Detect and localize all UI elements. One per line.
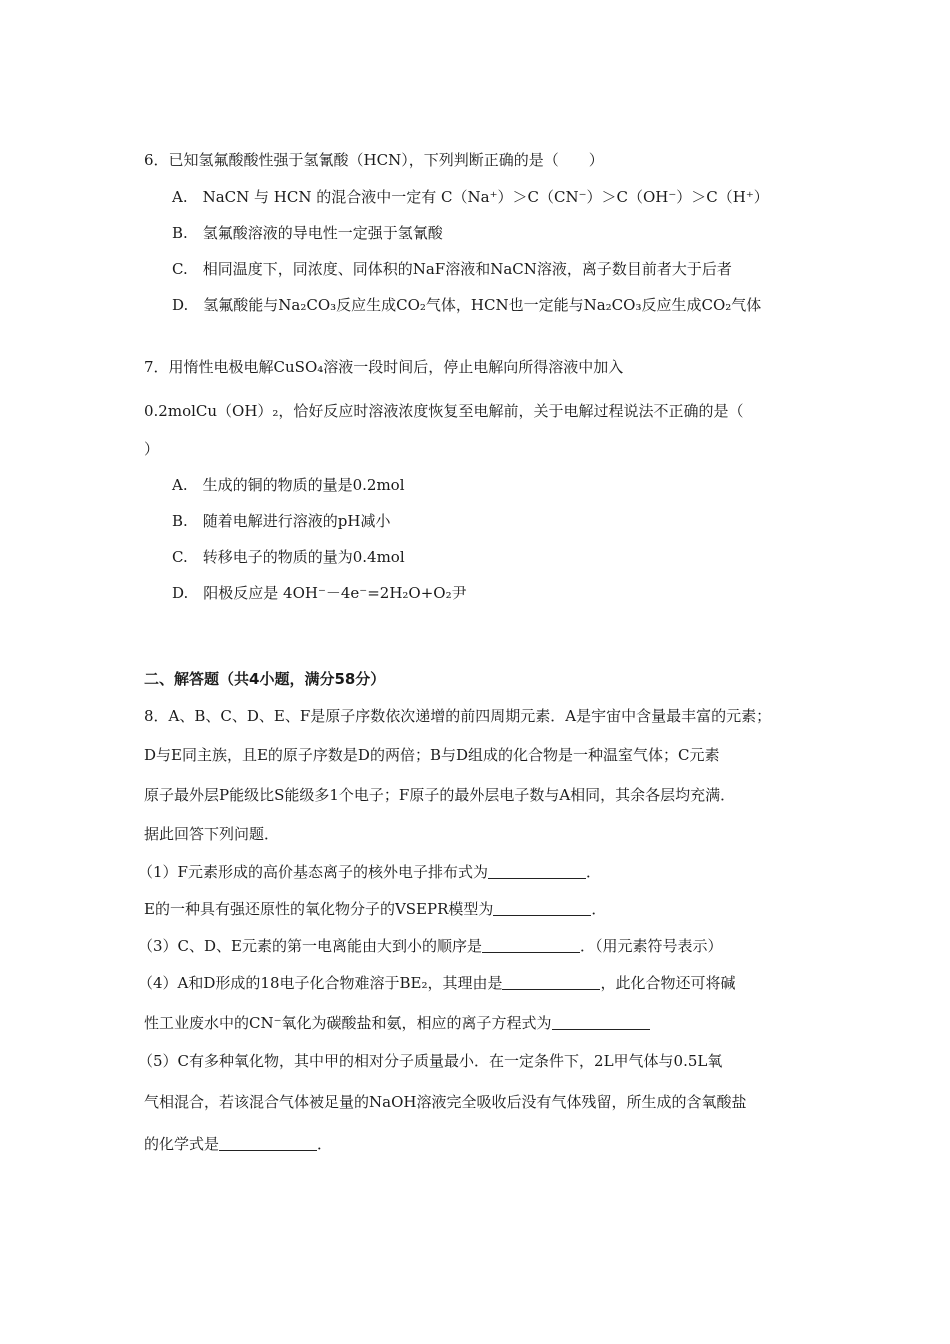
q7-stem-line2: 0.2molCu（OH）₂，恰好反应时溶液浓度恢复至电解前，关于电解过程说法不正确的是（ (144, 402, 744, 420)
answer-blank[interactable] (219, 1136, 317, 1151)
q8-part5-line1: （5）C有多种氧化物，其中甲的相对分子质量最小．在一定条件下，2L甲气体与0.5L氧 (138, 1052, 723, 1070)
q8-part3-end: ．（用元素符号表示） (580, 937, 723, 955)
q7-option-d: D. 阳极反应是 4OH⁻－4e⁻=2H₂O+O₂尹 (172, 584, 467, 602)
q8-part3 (138, 936, 723, 956)
q8-part2 (144, 899, 606, 919)
q8-part2-end: ． (591, 900, 607, 918)
q8-stem-line2: D与E同主族，且E的原子序数是D的两倍；B与D组成的化合物是一种温室气体；C元素 (144, 746, 720, 764)
q8-part1 (138, 862, 601, 882)
q8-part4-end: ，此化合物还可将碱 (600, 974, 736, 992)
answer-blank[interactable] (488, 864, 586, 879)
q8-part5-line2: 气相混合，若该混合气体被足量的NaOH溶液完全吸收后没有气体残留，所生成的含氧酸盐 (144, 1093, 747, 1111)
q7-option-b: B. 随着电解进行溶液的pH减小 (172, 512, 391, 530)
q8-part5-line3 (144, 1134, 332, 1154)
q8-part3-text: （3）C、D、E元素的第一电离能由大到小的顺序是 (138, 937, 482, 955)
q8-part5-end: ． (317, 1135, 333, 1153)
q6-stem: 6．已知氢氟酸酸性强于氢氰酸（HCN），下列判断正确的是（ ） (144, 151, 604, 169)
q8-part4-line1 (138, 973, 736, 993)
answer-blank[interactable] (552, 1015, 650, 1030)
answer-blank[interactable] (493, 901, 591, 916)
answer-blank[interactable] (502, 975, 600, 990)
q7-option-c: C. 转移电子的物质的量为0.4mol (172, 548, 405, 566)
q7-stem-line3: ） (144, 440, 160, 458)
q8-stem-line3: 原子最外层P能级比S能级多1个电子；F原子的最外层电子数与A相同，其余各层均充满． (144, 786, 736, 804)
q7-option-a: A. 生成的铜的物质的量是0.2mol (172, 476, 405, 494)
q8-stem-line1: 8．A、B、C、D、E、F是原子序数依次递增的前四周期元素．A是宇宙中含量最丰富的元素； (144, 707, 772, 725)
q6-option-d: D. 氢氟酸能与Na₂CO₃反应生成CO₂气体，HCN也一定能与Na₂CO₃反应生成CO₂气体 (172, 296, 762, 314)
q6-option-c: C. 相同温度下，同浓度、同体积的NaF溶液和NaCN溶液，离子数目前者大于后者 (172, 260, 732, 278)
q7-stem-line1: 7．用惰性电极电解CuSO₄溶液一段时间后，停止电解向所得溶液中加入 (144, 358, 624, 376)
q8-part5-text: 的化学式是 (144, 1135, 220, 1153)
section-heading: 二、解答题（共4小题，满分58分） (144, 670, 386, 688)
q6-option-b: B. 氢氟酸溶液的导电性一定强于氢氰酸 (172, 224, 443, 242)
q8-part4-line2-text: 性工业废水中的CN⁻氧化为碳酸盐和氨，相应的离子方程式为 (144, 1014, 552, 1032)
q8-part1-text: （1）F元素形成的高价基态离子的核外电子排布式为 (138, 863, 488, 881)
q8-part4-text: （4）A和D形成的18电子化合物难溶于BE₂，其理由是 (138, 974, 503, 992)
answer-blank[interactable] (482, 938, 580, 953)
q8-part1-end: ． (585, 863, 601, 881)
q6-option-a: A. NaCN 与 HCN 的混合液中一定有 C（Na⁺）＞C（CN⁻）＞C（OH⁻）＞C（H⁺） (172, 188, 769, 206)
q8-part2-text: E的一种具有强还原性的氧化物分子的VSEPR模型为 (144, 900, 494, 918)
q8-part4-line2 (144, 1013, 650, 1033)
q8-stem-line4: 据此回答下列问题． (144, 825, 280, 843)
